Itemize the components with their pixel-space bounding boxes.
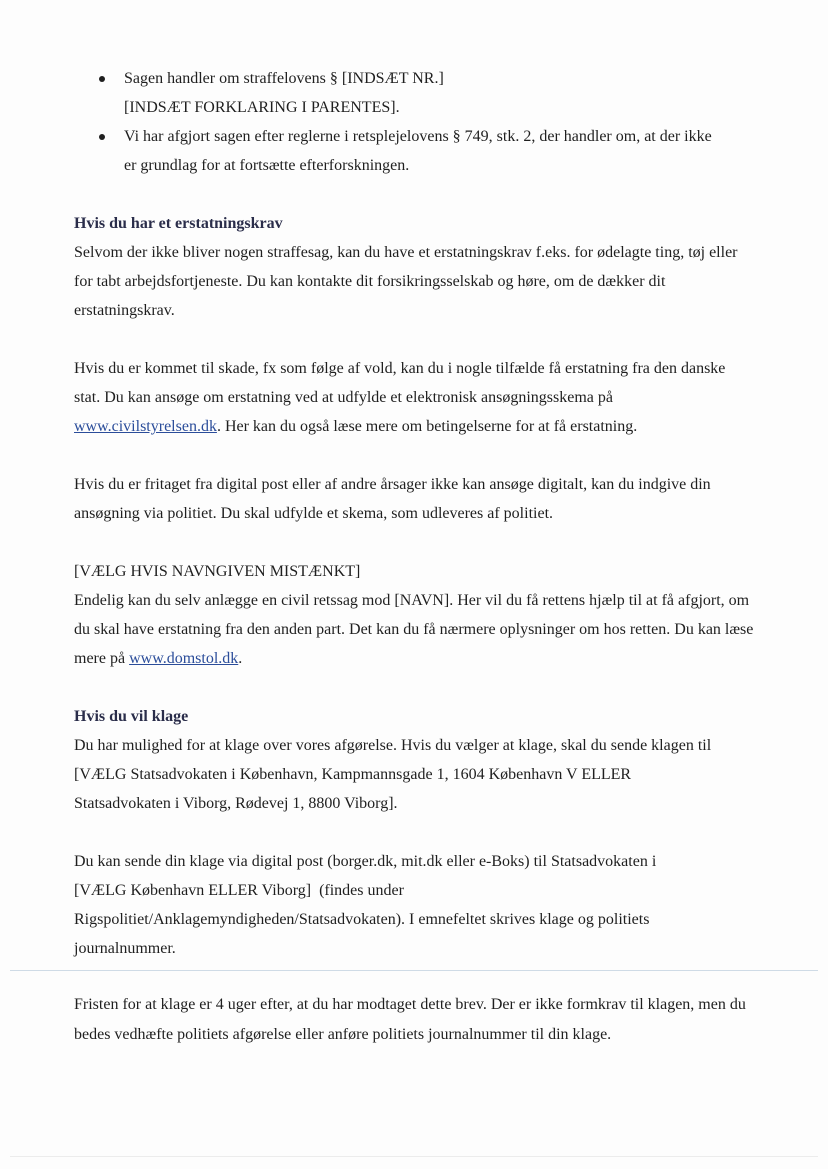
klage-paragraph-2 — [74, 847, 754, 963]
paragraph-line: Du kan sende din klage via digital post (borger.dk, mit.dk eller e-Boks) til Statsadvokaten i — [74, 853, 657, 870]
paragraph-line: Statsadvokaten i Viborg, Rødevej 1, 8800 Viborg]. — [74, 795, 398, 812]
erstatning-paragraph-2 — [74, 354, 754, 441]
domstol-link[interactable]: www.domstol.dk — [129, 650, 239, 667]
paragraph-line: Rigspolitiet/Anklagemyndigheden/Statsadvokaten). I emnefeltet skrives klage og politiets — [74, 911, 650, 928]
bullet-list — [74, 64, 754, 180]
paragraph-line: journalnummer. — [74, 940, 176, 957]
bullet-item — [74, 122, 754, 180]
bullet-line: [INDSÆT FORKLARING I PARENTES]. — [124, 99, 400, 116]
klage-heading: Hvis du vil klage — [74, 708, 189, 725]
bullet-line: er grundlag for at fortsætte efterforskningen. — [124, 157, 410, 174]
paragraph-line: [VÆLG Statsadvokaten i København, Kampmannsgade 1, 1604 København V ELLER — [74, 766, 632, 783]
choose-label: [VÆLG HVIS NAVNGIVEN MISTÆNKT] — [74, 563, 361, 580]
page-bottom-edge — [10, 1156, 818, 1157]
bullet-line: Vi har afgjort sagen efter reglerne i retsplejelovens § 749, stk. 2, der handler om, at der ikke — [124, 128, 712, 145]
paragraph-text: Hvis du er kommet til skade, fx som følge af vold, kan du i nogle tilfælde få erstatning fra den danske stat. Du kan ansøge om erstatning ved at udfylde et elektronisk ansøgningsskema på — [74, 360, 726, 406]
erstatning-heading: Hvis du har et erstatningskrav — [74, 215, 283, 232]
paragraph-line: [VÆLG København ELLER Viborg] (findes under — [74, 882, 404, 899]
section-divider — [10, 970, 818, 971]
frist-paragraph: Fristen for at klage er 4 uger efter, at du har modtaget dette brev. Der er ikke formkrav til klagen, men du bedes vedhæfte politiets afgørelse eller anføre politiets journalnummer til din klage. — [74, 996, 746, 1043]
bullet-dot-icon — [99, 134, 105, 140]
erstatning-paragraph-1: Selvom der ikke bliver nogen straffesag, kan du have et erstatningskrav f.eks. for ødelagte ting, tøj eller for tabt arbejdsfortjeneste. Du kan kontakte dit forsikringsselskab og høre, om de dækker dit erstatningskrav. — [74, 244, 738, 319]
bullet-item — [74, 64, 754, 122]
paragraph-line: Du har mulighed for at klage over vores afgørelse. Hvis du vælger at klage, skal du sende klagen til — [74, 737, 712, 754]
klage-paragraph-1 — [74, 731, 754, 818]
civilstyrelsen-link[interactable]: www.civilstyrelsen.dk — [74, 418, 217, 435]
paragraph-text: Endelig kan du selv anlægge en civil retssag mod [NAVN]. Her vil du få rettens hjælp til at få afgjort, om du skal have erstatning fra den anden part. Det kan du få nærmere oplysninger om hos retten. Du kan læse mere på — [74, 592, 754, 667]
bullet-dot-icon — [99, 76, 105, 82]
paragraph-text: . Her kan du også læse mere om betingelserne for at få erstatning. — [216, 418, 638, 435]
paragraph-text: . — [238, 650, 243, 667]
bullet-line: Sagen handler om straffelovens § [INDSÆT NR.] — [124, 70, 444, 87]
erstatning-paragraph-3: Hvis du er fritaget fra digital post eller af andre årsager ikke kan ansøge digitalt, kan du indgive din ansøgning via politiet. Du skal udfylde et skema, som udleveres af politiet. — [74, 476, 711, 522]
frist-section — [74, 990, 754, 1050]
document-body — [74, 64, 754, 963]
erstatning-paragraph-4 — [74, 586, 754, 673]
